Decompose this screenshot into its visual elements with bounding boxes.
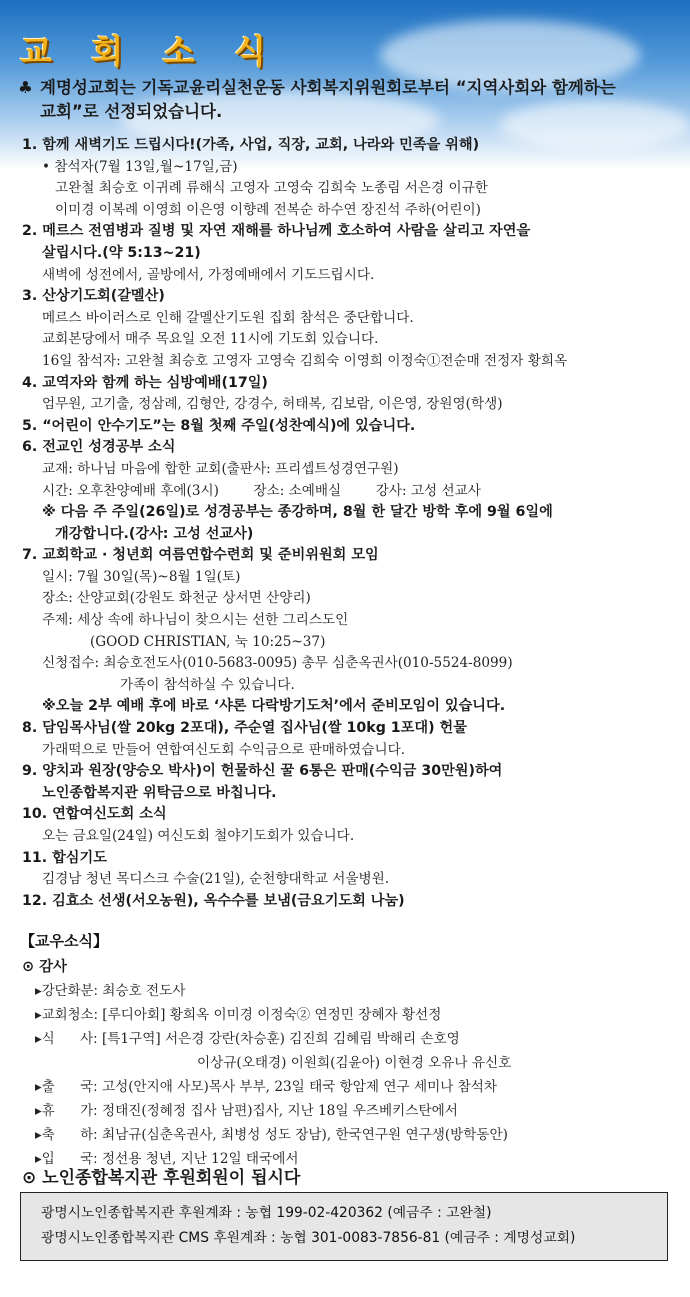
member-news-label: ▸식 사: [35, 1032, 98, 1047]
member-news-text: [특1구역] 서은경 강란(차승훈) 김진희 김혜림 박해리 손호영 [97, 1031, 460, 1047]
news-item-detail: 메르스 바이러스로 인해 갈멜산기도원 집회 참석은 중단합니다. [42, 309, 414, 326]
member-news-text: 정선용 청년, 지난 12일 태국에서 [97, 1151, 299, 1167]
member-news-list [22, 955, 682, 1171]
news-item-detail: 고완철 최승호 이귀례 류해식 고영자 고영숙 김희숙 노종림 서은경 이규한 [55, 180, 488, 197]
account-line: 광명시노인종합복지관 후원계좌 : 농협 199-02-420362 (예금주 : 고완철) [41, 1205, 492, 1221]
news-item-heading: 7. 교회학교 · 청년회 여름연합수련회 및 준비위원회 모임 [22, 547, 379, 564]
news-item-detail: 시간: 오후찬양예배 후에(3시) 장소: 소예배실 강사: 고성 선교사 [42, 482, 481, 499]
member-news-text: [루디아회] 황희옥 이미경 이정숙② 연정민 장혜자 황선정 [97, 1007, 442, 1023]
member-news-text: 정태진(정혜정 집사 남편)집사, 지난 18일 우즈베키스탄에서 [97, 1103, 458, 1119]
news-item-heading: ※ 다음 주 주일(26일)로 성경공부는 종강하며, 8월 한 달간 방학 후에 9월 6일에 [42, 504, 553, 521]
news-item-detail: 엄무원, 고기출, 정삼례, 김형안, 강경수, 허태복, 김보람, 이은영, 장원영(학생) [42, 396, 503, 413]
news-item-detail: • 참석자(7월 13일,월~17일,금) [42, 158, 238, 175]
news-item-heading: 8. 담임목사님(쌀 20kg 2포대), 주순열 집사님(쌀 10kg 1포대) 헌물 [22, 720, 467, 737]
news-item-detail: 주제: 세상 속에 하나님이 찾으시는 선한 그리스도인 [42, 612, 349, 629]
account-line: 광명시노인종합복지관 CMS 후원계좌 : 농협 301-0083-7856-81 (예금주 : 계명성교회) [41, 1230, 576, 1246]
news-item-heading: 1. 함께 새벽기도 드립시다!(가족, 사업, 직장, 교회, 나라와 민족을 위해) [22, 137, 480, 153]
news-item-heading: 5. “어린이 안수기도”는 8월 첫째 주일(성찬예식)에 있습니다. [22, 417, 416, 434]
news-item-heading: 살립시다.(약 5:13~21) [42, 244, 201, 261]
news-item-heading: 3. 산상기도회(갈멜산) [22, 288, 165, 305]
news-item-detail: 교재: 하나님 마음에 합한 교회(출판사: 프리셉트성경연구원) [42, 460, 399, 477]
member-news-label: ▸휴 가: [35, 1104, 98, 1119]
club-icon: ♣ [18, 78, 33, 97]
news-item-detail: 신청접수: 최승호전도사(010-5683-0095) 총무 심춘옥권사(010-5524-8099) [42, 655, 513, 672]
page-title: 교 회 소 식 [20, 32, 280, 71]
church-news-list [22, 135, 682, 912]
member-news-label: ▸강단화분: [35, 984, 98, 999]
news-item-detail: 김경남 청년 목디스크 수술(21일), 순천향대학교 서울병원. [42, 871, 390, 888]
news-item-heading: 노인종합복지관 위탁금으로 바칩니다. [42, 784, 277, 801]
news-item-detail: 교회본당에서 매주 목요일 오전 11시에 기도회 있습니다. [42, 331, 379, 348]
news-item-heading: 12. 김효소 선생(서오농원), 옥수수를 보냄(금요기도회 나눔) [22, 892, 405, 909]
news-item-detail: 이미경 이복례 이영희 이은영 이향례 전복순 하수연 장진석 주하(어린이) [55, 201, 481, 218]
news-item-heading: 9. 양치과 원장(양승오 박사)이 헌물하신 꿀 6통은 판매(수익금 30만원)하여 [22, 763, 503, 780]
news-item-detail: 가족이 참석하실 수 있습니다. [120, 676, 295, 693]
member-news-text: 이상규(오태경) 이원희(김윤아) 이현경 오유나 유신호 [197, 1055, 512, 1071]
member-news-row [22, 1003, 682, 1027]
member-news-row [22, 1075, 682, 1099]
donation-account-box [20, 1192, 668, 1261]
news-item-detail: 가래떡으로 만들어 연합여신도회 수익금으로 판매하였습니다. [42, 741, 406, 758]
news-item-heading: 6. 전교인 성경공부 소식 [22, 439, 176, 456]
member-news-label: ▸출 국: [35, 1080, 98, 1095]
notice-line-1: 계명성교회는 기독교윤리실천운동 사회복지위원회로부터 “지역사회와 함께하는 [40, 78, 616, 97]
member-news-label: ▸축 하: [35, 1128, 98, 1143]
member-news-row [22, 1027, 682, 1051]
news-item-detail: 새벽에 성전에서, 골방에서, 가정예배에서 기도드립시다. [42, 266, 375, 283]
news-item-heading: 11. 합심기도 [22, 849, 107, 866]
news-item-heading: 4. 교역자와 함께 하는 심방예배(17일) [22, 374, 268, 391]
news-item-detail: (GOOD CHRISTIAN, 눅 10:25~37) [90, 633, 326, 650]
award-notice [18, 76, 683, 124]
news-item-detail: 16일 참석자: 고완철 최승호 고영자 고영숙 김희숙 이영희 이정숙①전순매 전정자 황희옥 [42, 352, 568, 369]
notice-line-2: 교회”로 선정되었습니다. [40, 102, 223, 121]
thanks-heading: ⊙ 감사 [22, 959, 67, 975]
news-item-detail: 장소: 산양교회(강원도 화천군 상서면 산양리) [42, 590, 311, 607]
welfare-center-promo: ⊙ 노인종합복지관 후원회원이 됩시다 [22, 1168, 301, 1188]
news-item-heading: 10. 연합여신도회 소식 [22, 806, 167, 823]
member-news-label: ▸교회청소: [35, 1008, 98, 1023]
news-item-heading: ※오늘 2부 예배 후에 바로 ‘샤론 다락방기도처’에서 준비모임이 있습니다. [42, 698, 506, 715]
member-news-text: 최남규(심춘옥권사, 최병성 성도 장남), 한국연구원 연구생(방학동안) [97, 1127, 508, 1143]
member-news-row [22, 1051, 682, 1075]
member-news-text: 최승호 전도사 [97, 983, 186, 999]
member-news-text: 고성(안지애 사모)목사 부부, 23일 태국 항암제 연구 세미나 참석차 [97, 1079, 498, 1095]
member-news-row [22, 1099, 682, 1123]
member-news-row [22, 1123, 682, 1147]
news-item-detail: 오는 금요일(24일) 여신도회 철야기도회가 있습니다. [42, 828, 355, 844]
member-news-row [22, 979, 682, 1003]
news-item-heading: 2. 메르스 전염병과 질병 및 자연 재해를 하나님께 호소하여 사람을 살리고 자연을 [22, 223, 531, 240]
member-news-heading: 【교우소식】 [20, 932, 108, 950]
member-news-label: ▸입 국: [35, 1152, 98, 1167]
news-item-detail: 일시: 7월 30일(목)~8월 1일(토) [42, 568, 241, 585]
news-item-heading: 개강합니다.(강사: 고성 선교사) [55, 525, 254, 542]
